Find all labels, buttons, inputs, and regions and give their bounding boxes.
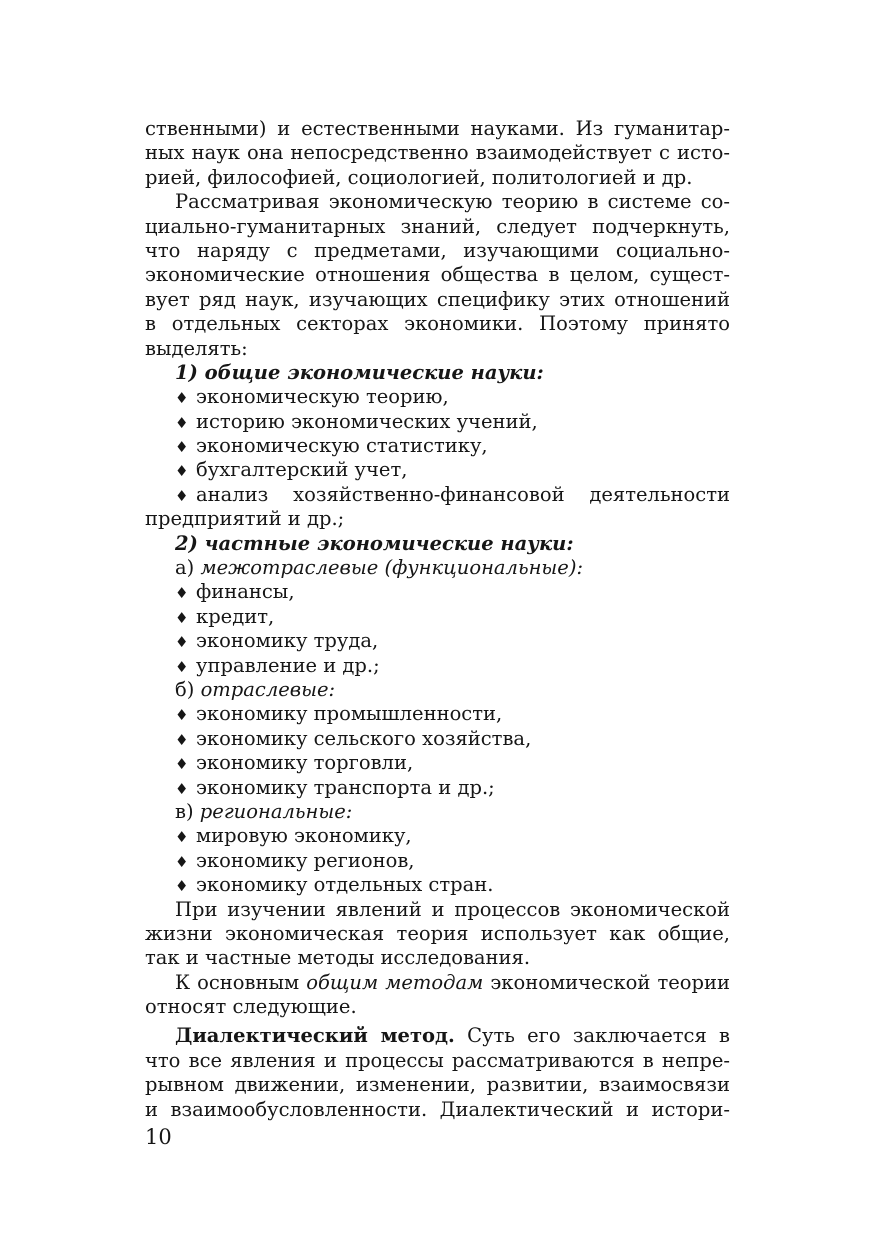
paragraph-line: вует ряд наук, изучающих специфику этих отношений: [145, 287, 730, 311]
list-item: ♦ анализ хозяйственно-финансовой деятельности: [145, 483, 730, 507]
subgroup-heading-a: а) межотраслевые (функциональные):: [175, 556, 584, 580]
intro-line: ственными) и естественными науками. Из гуманитар-: [145, 117, 730, 140]
list-item: ♦ управление и др.;: [145, 654, 730, 678]
paragraph-line: что все явления и процессы рассматриваются в непре-: [145, 1048, 730, 1072]
paragraph-line: экономические отношения общества в целом, сущест-: [145, 263, 730, 287]
paragraph-line: выделять:: [145, 336, 248, 360]
list-item-continuation: предприятий и др.;: [145, 507, 345, 531]
subgroup-heading-b: б) отраслевые:: [175, 677, 336, 701]
list-item: ♦ экономическую теорию,: [145, 385, 730, 409]
diamond-bullet-icon: ♦: [175, 584, 189, 603]
paragraph-line: и взаимообусловленности. Диалектический и истори-: [145, 1097, 730, 1121]
paragraph-line: циально-гуманитарных знаний, следует подчеркнуть,: [145, 214, 730, 238]
list-item: ♦ экономику торговли,: [145, 751, 730, 775]
diamond-bullet-icon: ♦: [175, 486, 189, 505]
list-item: ♦ экономику промышленности,: [145, 702, 730, 726]
paragraph-line: Диалектический метод. Суть его заключается в: [175, 1024, 730, 1048]
diamond-bullet-icon: ♦: [175, 852, 189, 871]
diamond-bullet-icon: ♦: [175, 706, 189, 725]
list-item: ♦ экономику транспорта и др.;: [145, 776, 730, 800]
paragraph-line: так и частные методы исследования.: [145, 946, 531, 970]
list-item: ♦ мировую экономику,: [145, 824, 730, 848]
dialectical-method-term: Диалектический метод.: [175, 1024, 455, 1048]
subgroup-heading-c: в) региональные:: [175, 799, 353, 823]
list-item: ♦ бухгалтерский учет,: [145, 458, 730, 482]
list-item: ♦ экономику регионов,: [145, 849, 730, 873]
diamond-bullet-icon: ♦: [175, 389, 189, 408]
page-number: 10: [145, 1125, 172, 1149]
paragraph-line: жизни экономическая теория использует как общие,: [145, 921, 730, 945]
diamond-bullet-icon: ♦: [175, 413, 189, 432]
list-item: ♦ кредит,: [145, 605, 730, 629]
list-item: ♦ экономическую статистику,: [145, 434, 730, 458]
paragraph-line: К основным общим методам экономической теории: [175, 970, 730, 994]
paragraph-line: Рассматривая экономическую теорию в системе со-: [175, 190, 730, 214]
list-item: ♦ экономику отдельных стран.: [145, 873, 730, 897]
paragraph-line: При изучении явлений и процессов экономической: [175, 897, 730, 921]
body-text: [145, 117, 730, 1122]
diamond-bullet-icon: ♦: [175, 828, 189, 847]
diamond-bullet-icon: ♦: [175, 462, 189, 481]
general-sciences-heading: 1) общие экономические науки:: [175, 360, 544, 384]
paragraph-line: рывном движении, изменении, развитии, взаимосвязи: [145, 1073, 730, 1097]
list-item: ♦ историю экономических учений,: [145, 410, 730, 434]
paragraph-line: что наряду с предметами, изучающими социально-: [145, 238, 730, 262]
list-item: ♦ экономику труда,: [145, 629, 730, 653]
intro-line: ных наук она непосредственно взаимодействует с исто-: [145, 141, 730, 165]
paragraph-line: в отдельных секторах экономики. Поэтому принято: [145, 312, 730, 336]
paragraph-line: относят следующие.: [145, 995, 357, 1019]
list-item: ♦ финансы,: [145, 580, 730, 604]
diamond-bullet-icon: ♦: [175, 608, 189, 627]
special-sciences-heading: 2) частные экономические науки:: [175, 531, 574, 555]
diamond-bullet-icon: ♦: [175, 877, 189, 896]
diamond-bullet-icon: ♦: [175, 633, 189, 652]
diamond-bullet-icon: ♦: [175, 755, 189, 774]
diamond-bullet-icon: ♦: [175, 657, 189, 676]
diamond-bullet-icon: ♦: [175, 438, 189, 457]
diamond-bullet-icon: ♦: [175, 779, 189, 798]
list-item: ♦ экономику сельского хозяйства,: [145, 727, 730, 751]
diamond-bullet-icon: ♦: [175, 730, 189, 749]
intro-line: рией, философией, социологией, политологией и др.: [145, 165, 693, 189]
